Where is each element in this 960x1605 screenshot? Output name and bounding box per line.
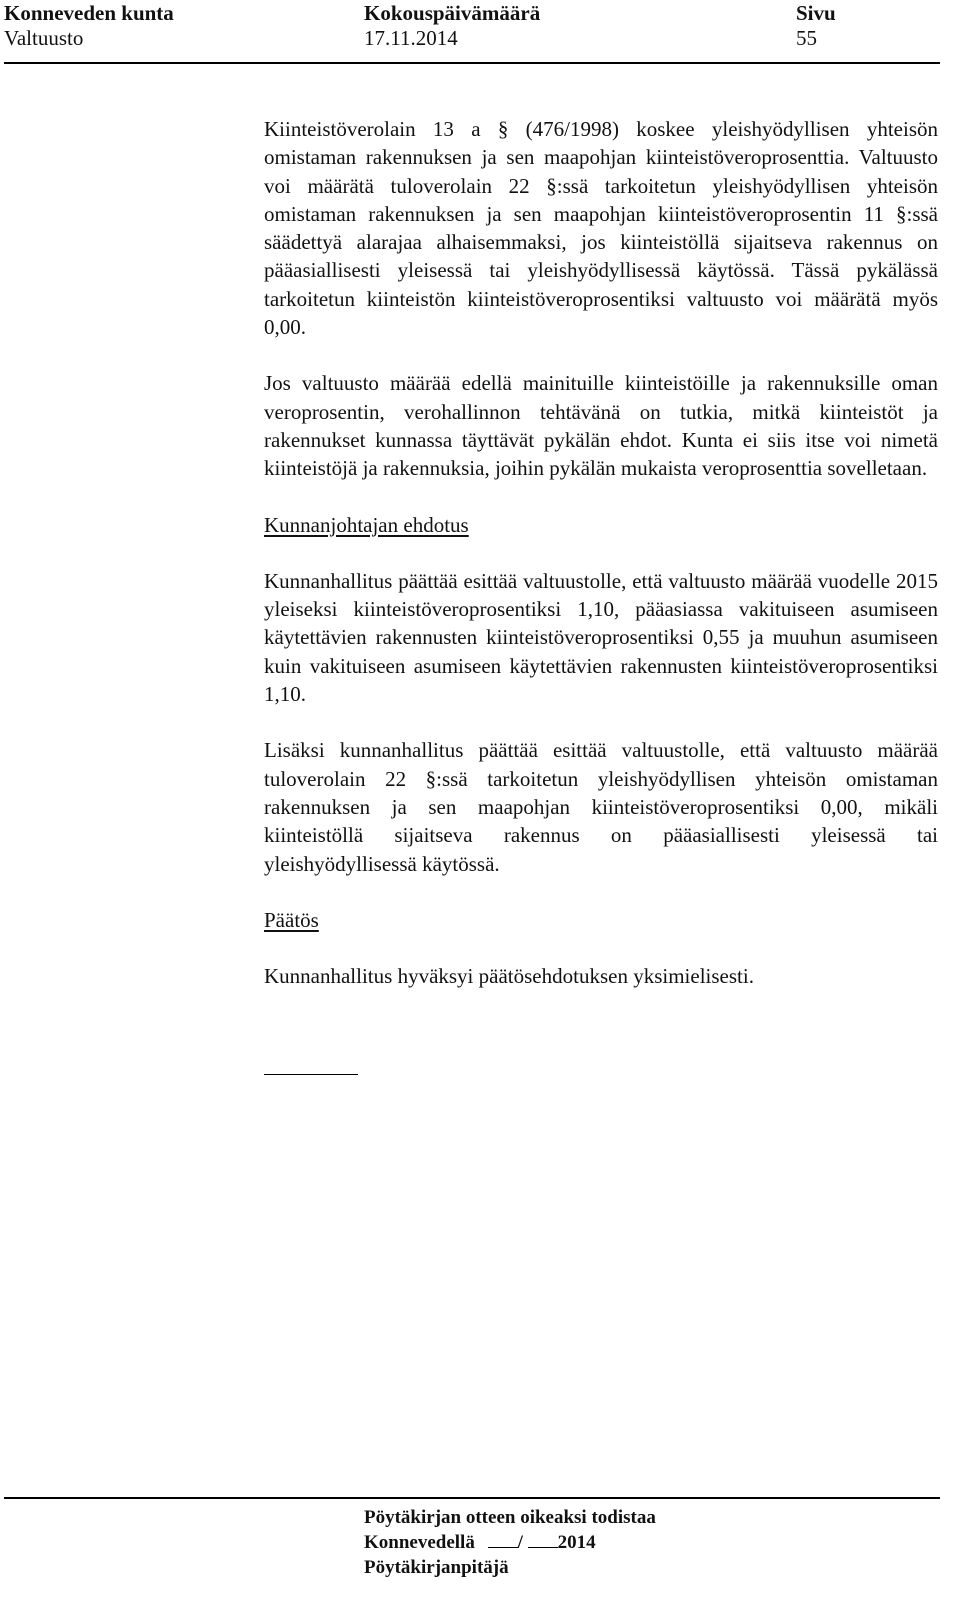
spacer: [264, 341, 938, 369]
footer-rule: [4, 1497, 940, 1499]
certification-footer: [364, 1505, 656, 1580]
body-name: Valtuusto: [4, 26, 84, 50]
page-label: Sivu: [796, 1, 836, 25]
date-label: Kokouspäivämäärä: [364, 1, 541, 25]
spacer: [264, 539, 938, 567]
meeting-date: 17.11.2014: [364, 26, 458, 50]
spacer: [264, 934, 938, 962]
section-end-rule: [264, 1074, 358, 1075]
spacer: [264, 878, 938, 906]
spacer: [264, 483, 938, 511]
header-rule: [4, 62, 940, 64]
year: 2014: [557, 1532, 596, 1553]
paragraph-property-tax-law: Kiinteistöverolain 13 a § (476/1998) koskee yleishyödyllisen yhteisön omistaman rakennuksen ja sen maapohjan kiinteistöveroprosenttia. Valtuusto voi määrätä tuloverolain 22 §:ssä tarkoitetun yleishyödyllisen yhteisön omistaman rakennuksen ja sen maapohjan kiinteistöveroprosentin 11 §:ssä säädettyä alarajaa alhaisemmaksi, jos kiinteistöllä sijaitseva rakennus on pääasiallisesti yleisessä tai yleishyödyllisessä käytössä. Tässä pykälässä tarkoitetun kiinteistön kiinteistöveroprosentiksi valtuusto voi määrätä myös 0,00.: [264, 117, 938, 340]
certification-line: Pöytäkirjan otteen oikeaksi todistaa: [364, 1507, 656, 1528]
heading-mayor-proposal: Kunnanjohtajan ehdotus: [264, 512, 469, 537]
page-number: 55: [796, 26, 817, 50]
paragraph-tax-administration: Jos valtuusto määrää edellä mainituille kiinteistöille ja rakennuksille oman veroprosentin, verohallinnon tehtävänä on tutkia, mitkä kiinteistöt ja rakennukset kunnassa täyttävät pykälän ehdot. Kunta ei siis itse voi nimetä kiinteistöjä ja rakennuksia, joihin pykälän mukaista veroprosenttia sovelletaan.: [264, 371, 938, 481]
month-blank: [528, 1531, 558, 1548]
recorder-title: Pöytäkirjanpitäjä: [364, 1557, 509, 1578]
place-date-line: [364, 1530, 656, 1555]
paragraph-decision: Kunnanhallitus hyväksyi päätösehdotuksen yksimielisesti.: [264, 964, 754, 989]
paragraph-proposal-nonprofit: Lisäksi kunnanhallitus päättää esittää valtuustolle, että valtuusto määrää tuloverolain 22 §:ssä tarkoitetun yleishyödyllisen yhteisön omistaman rakennuksen ja sen maapohjan kiinteistöveroprosentiksi 0,00, mikäli kiinteistöllä sijaitseva rakennus on pääasiallisesti yleisessä tai yleishyödyllisessä käytössä.: [264, 738, 938, 876]
day-blank: [488, 1531, 518, 1548]
paragraph-proposal-rates: Kunnanhallitus päättää esittää valtuustolle, että valtuusto määrää vuodelle 2015 yleiseksi kiinteistöveroprosentiksi 1,10, pääasiassa vakituiseen asumiseen käytettävien rakennusten kiinteistöveroprosentiksi 0,55 ja muuhun asumiseen kuin vakituiseen asumiseen käytettävien rakennusten kiinteistöveroprosentiksi 1,10.: [264, 568, 938, 707]
document-body: [264, 115, 938, 990]
organization-name: Konneveden kunta: [4, 1, 174, 25]
place-name: Konnevedellä: [364, 1532, 475, 1553]
heading-decision: Päätös: [264, 907, 319, 932]
date-separator: /: [517, 1532, 523, 1553]
spacer: [264, 708, 938, 736]
